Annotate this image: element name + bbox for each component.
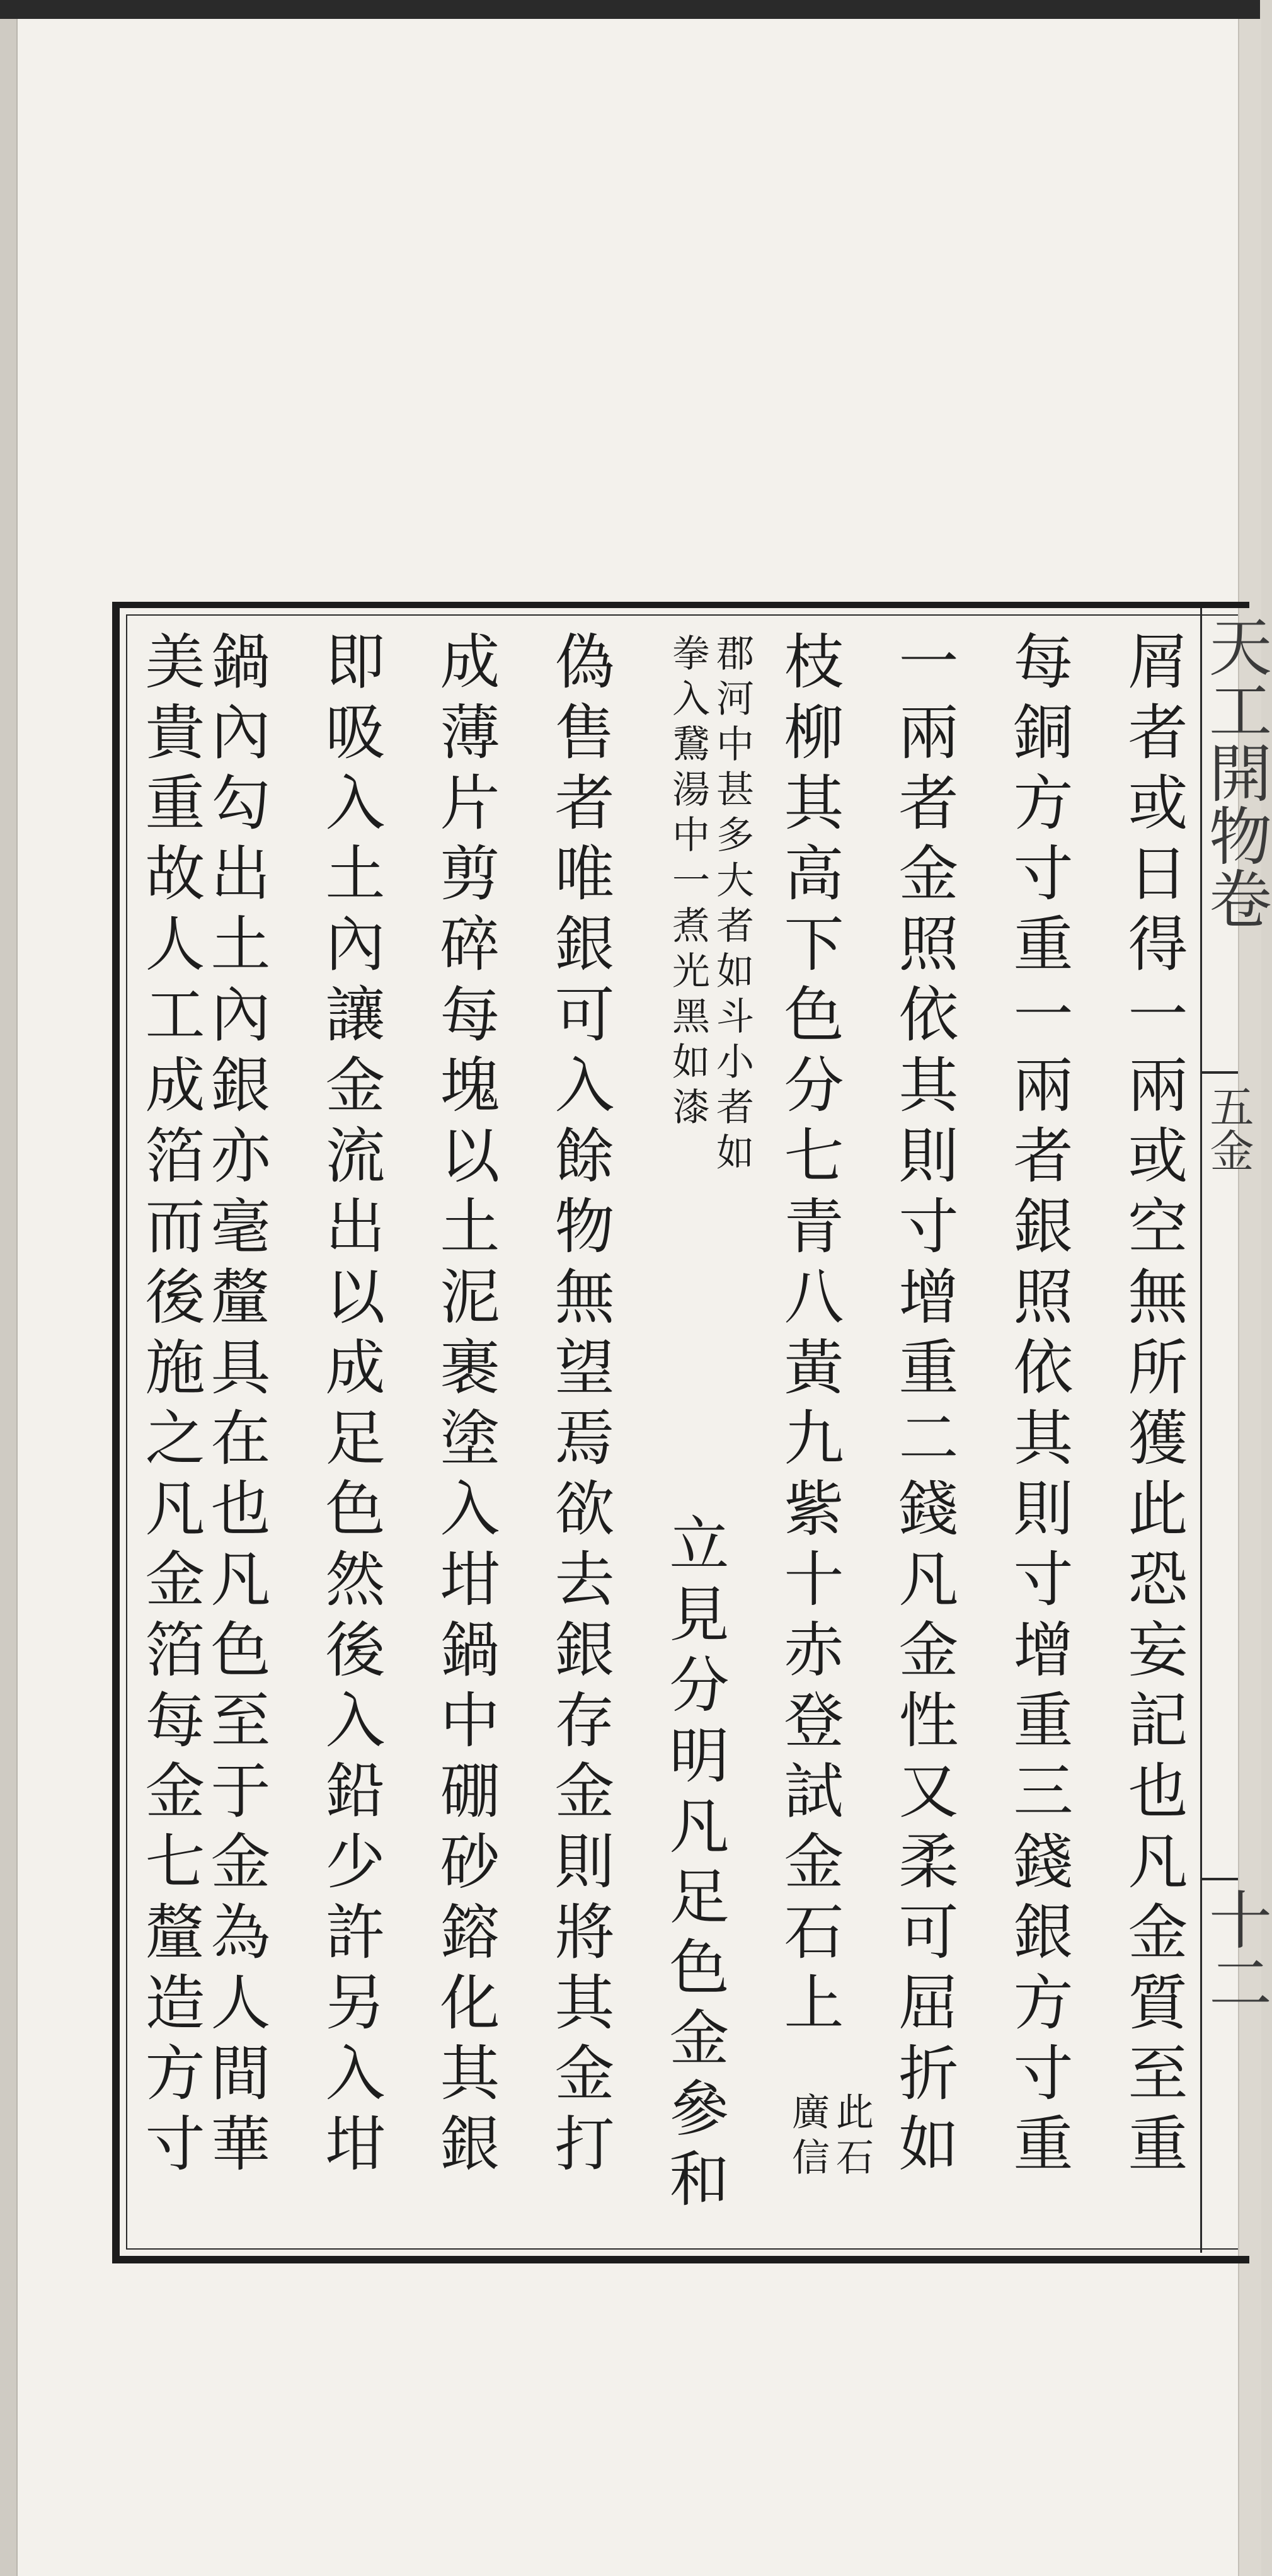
text-column-1: 屑者或日得一兩或空無所獲此恐妄記也凡金質至重 [1118,630,1188,2183]
text-column-3: 一兩者金照依其則寸增重二錢凡金性又柔可屈折如 [889,630,958,2183]
note-right-column-5: 郡河中甚多大者如斗小者如 [710,633,754,1178]
text-column-6: 偽售者唯銀可入餘物無望焉欲去銀存金則將其金打 [545,630,614,2183]
text-column-7: 成薄片剪碎每塊以土泥裹塗入坩鍋中硼砂鎔化其銀 [430,630,500,2183]
scanner-margin [0,0,1260,19]
fold-rule-upper [1202,1071,1238,1074]
binding-edge [0,19,18,2576]
text-column-9: 鍋內勾出土內銀亦毫釐具在也凡色至于金為人間華 [201,630,270,2183]
note-left-column-4: 廣信 [786,2092,830,2183]
text-column-8: 即吸入土內讓金流出以成足色然後入鉛少許另入坩 [316,630,385,2183]
fold-page-number: 十二 [1198,1887,1272,2013]
note-right-column-4: 此石 [830,2092,874,2183]
fold-section: 五金 [1203,1084,1254,1172]
fold-book-title: 天工開物卷 [1198,614,1272,929]
fold-rule-lower [1202,1878,1238,1880]
text-column-5: 立見分明凡足色金參和 [660,1512,729,2218]
text-column-2: 每銅方寸重一兩者銀照依其則寸增重三錢銀方寸重 [1004,630,1073,2183]
note-left-column-5: 拳入鵞湯中一煮光黑如漆 [666,633,710,1132]
text-column-10: 美貴重故人工成箔而後施之凡金箔每金七釐造方寸 [135,630,205,2183]
text-column-4: 枝柳其高下色分七青八黃九紫十赤登試金石上 [774,630,844,2042]
